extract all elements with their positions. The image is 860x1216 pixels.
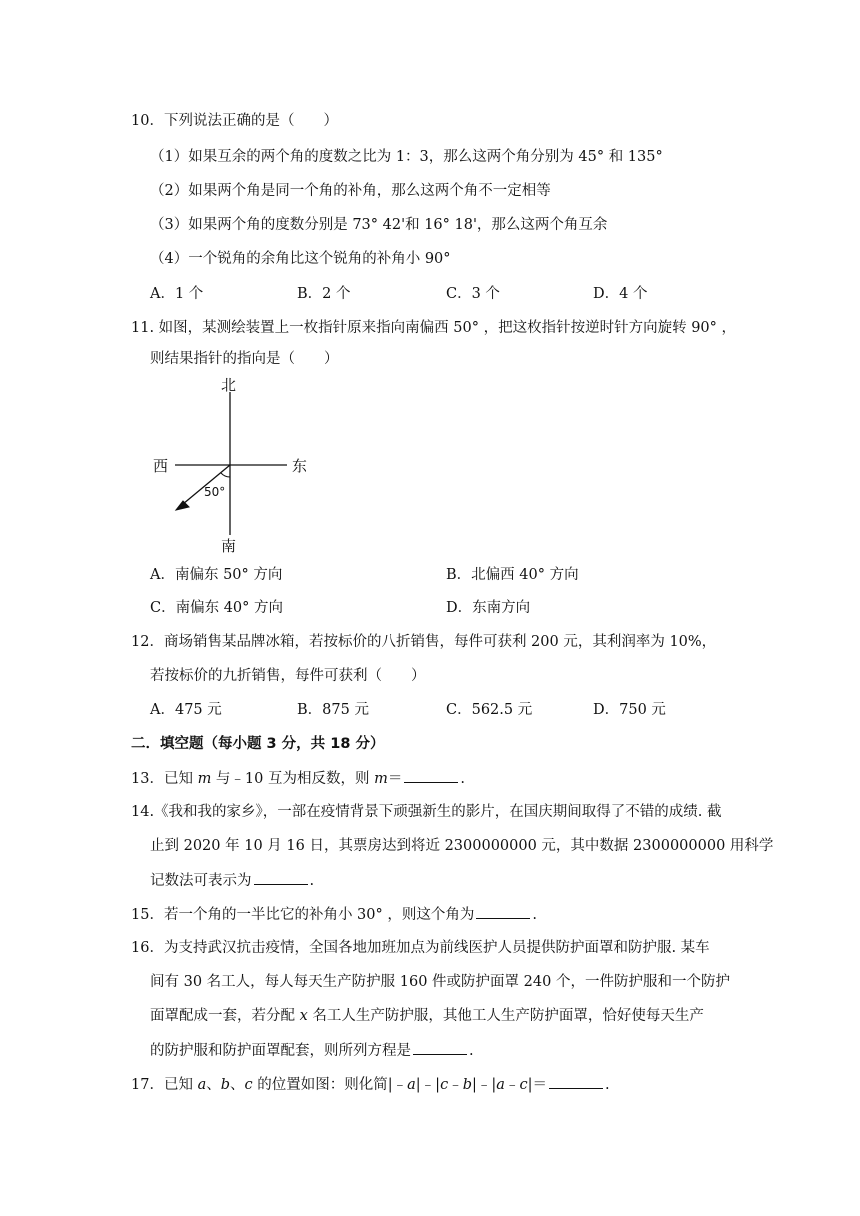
q15-line	[131, 904, 537, 925]
q14-answer-blank[interactable]	[254, 870, 308, 885]
q17-text-end: .	[604, 1077, 610, 1093]
q15-answer-blank[interactable]	[476, 904, 530, 919]
compass-angle-label: 50°	[204, 485, 226, 499]
q12-option-d: D．750 元	[593, 702, 666, 718]
q16-text-pre: 面罩配成一套，若分配	[150, 1008, 300, 1024]
q16-text-pre2: 的防护服和防护面罩配套，则所列方程是	[150, 1043, 411, 1059]
q14-line1: 14.《我和我的家乡》，一部在疫情背景下顽强新生的影片，在国庆期间取得了不错的成绩. 截	[131, 804, 722, 820]
q10-item-1: （1）如果互余的两个角的度数之比为 1：3，那么这两个角分别为 45° 和 135°	[150, 149, 663, 165]
q17-answer-blank[interactable]	[549, 1074, 603, 1089]
q17-var-b: b	[220, 1077, 231, 1093]
q10-option-d: D．4 个	[593, 286, 648, 302]
compass-figure	[145, 370, 320, 555]
q16-line4	[150, 1040, 474, 1061]
q11-stem-line2: 则结果指针的指向是（ ）	[150, 351, 339, 367]
q13-answer-blank[interactable]	[404, 768, 458, 783]
q14-line2: 止到 2020 年 10 月 16 日，其票房达到将近 2300000000 元，其中数据 2300000000 用科学	[150, 838, 774, 854]
q17-m2: ﹣	[448, 1077, 463, 1093]
q11-stem-line1: 11. 如图，某测绘装置上一枚指针原来指向南偏西 50° ，把这枚指针按逆时针方向旋转 90° ，	[131, 320, 737, 336]
q16-line1: 16．为支持武汉抗击疫情，全国各地加班加点为前线医护人员提供防护面罩和防护服. 某车	[131, 940, 710, 956]
q10-option-a: A．1 个	[150, 286, 204, 302]
q13-text-mid: 与﹣10 互为相反数，则	[211, 771, 375, 787]
q17-sep2: 、	[230, 1077, 245, 1093]
q16-line3	[150, 1006, 704, 1026]
q17-var-a: a	[197, 1077, 207, 1093]
q17-line	[131, 1074, 610, 1095]
q17-var-a2: a	[407, 1077, 416, 1093]
compass-east-label: 东	[292, 457, 308, 475]
q14-text-pre: 记数法可表示为	[150, 873, 252, 889]
q12-stem-line2: 若按标价的九折销售，每件可获利（ ）	[150, 668, 426, 684]
q17-m1: |﹣|	[415, 1077, 441, 1093]
q11-option-c: C．南偏东 40° 方向	[150, 600, 284, 616]
section-heading: 二．填空题（每小题 3 分，共 18 分）	[131, 736, 385, 752]
q11-option-d: D．东南方向	[446, 600, 531, 616]
q10-option-c: C．3 个	[446, 286, 500, 302]
q14-line3	[150, 870, 314, 891]
q17-sep1: 、	[206, 1077, 221, 1093]
q17-m4: ﹣	[504, 1077, 520, 1093]
q13-text-pre: 13．已知	[131, 771, 198, 787]
q15-text-pre: 15．若一个角的一半比它的补角小 30° ，则这个角为	[131, 907, 475, 923]
q13-line	[131, 768, 465, 789]
q12-option-a: A．475 元	[150, 702, 222, 718]
q17-text-mid: 的位置如图：则化简|﹣	[252, 1077, 408, 1093]
q12-option-b: B．875 元	[297, 702, 369, 718]
q10-item-4: （4）一个锐角的余角比这个锐角的补角小 90°	[150, 251, 451, 267]
q11-option-b: B．北偏西 40° 方向	[446, 567, 579, 583]
q10-option-b: B．2 个	[297, 286, 351, 302]
q13-text-end: .	[460, 771, 465, 787]
q17-var-c: c	[244, 1077, 253, 1093]
q17-var-a3: a	[496, 1077, 505, 1093]
compass-south-label: 南	[221, 537, 237, 555]
q17-text-pre: 17．已知	[131, 1077, 198, 1093]
q13-text-post: ＝	[387, 771, 403, 787]
q16-line2: 间有 30 名工人，每人每天生产防护服 160 件或防护面罩 240 个，一件防护服和一个防护	[150, 974, 730, 990]
q14-text-end: .	[309, 873, 315, 889]
compass-north-label: 北	[221, 376, 237, 394]
q17-m5: |＝	[527, 1077, 547, 1093]
q12-option-c: C．562.5 元	[446, 702, 533, 718]
compass-west-label: 西	[153, 457, 169, 475]
q16-text-end: .	[469, 1043, 474, 1059]
q16-var-x: x	[299, 1008, 308, 1024]
q16-text-post: 名工人生产防护服，其他工人生产防护面罩，恰好使每天生产	[307, 1008, 704, 1024]
q17-var-c3: c	[519, 1077, 528, 1093]
q17-m3: |﹣|	[472, 1077, 497, 1093]
q12-stem-line1: 12．商场销售某品牌冰箱，若按标价的八折销售，每件可获利 200 元，其利润率为 10%，	[131, 634, 717, 650]
q13-var-m2: m	[374, 771, 388, 787]
q10-item-3: （3）如果两个角的度数分别是 73° 42'和 16° 18'，那么这两个角互余	[150, 217, 608, 233]
q17-var-c2: c	[440, 1077, 449, 1093]
q17-var-b2: b	[462, 1077, 472, 1093]
q10-item-2: （2）如果两个角是同一个角的补角，那么这两个角不一定相等	[150, 183, 551, 199]
q11-option-a: A．南偏东 50° 方向	[150, 567, 283, 583]
q15-text-end: .	[532, 907, 537, 923]
q10-stem: 10．下列说法正确的是（ ）	[131, 113, 338, 129]
q13-var-m: m	[197, 771, 212, 787]
q16-answer-blank[interactable]	[413, 1040, 467, 1055]
